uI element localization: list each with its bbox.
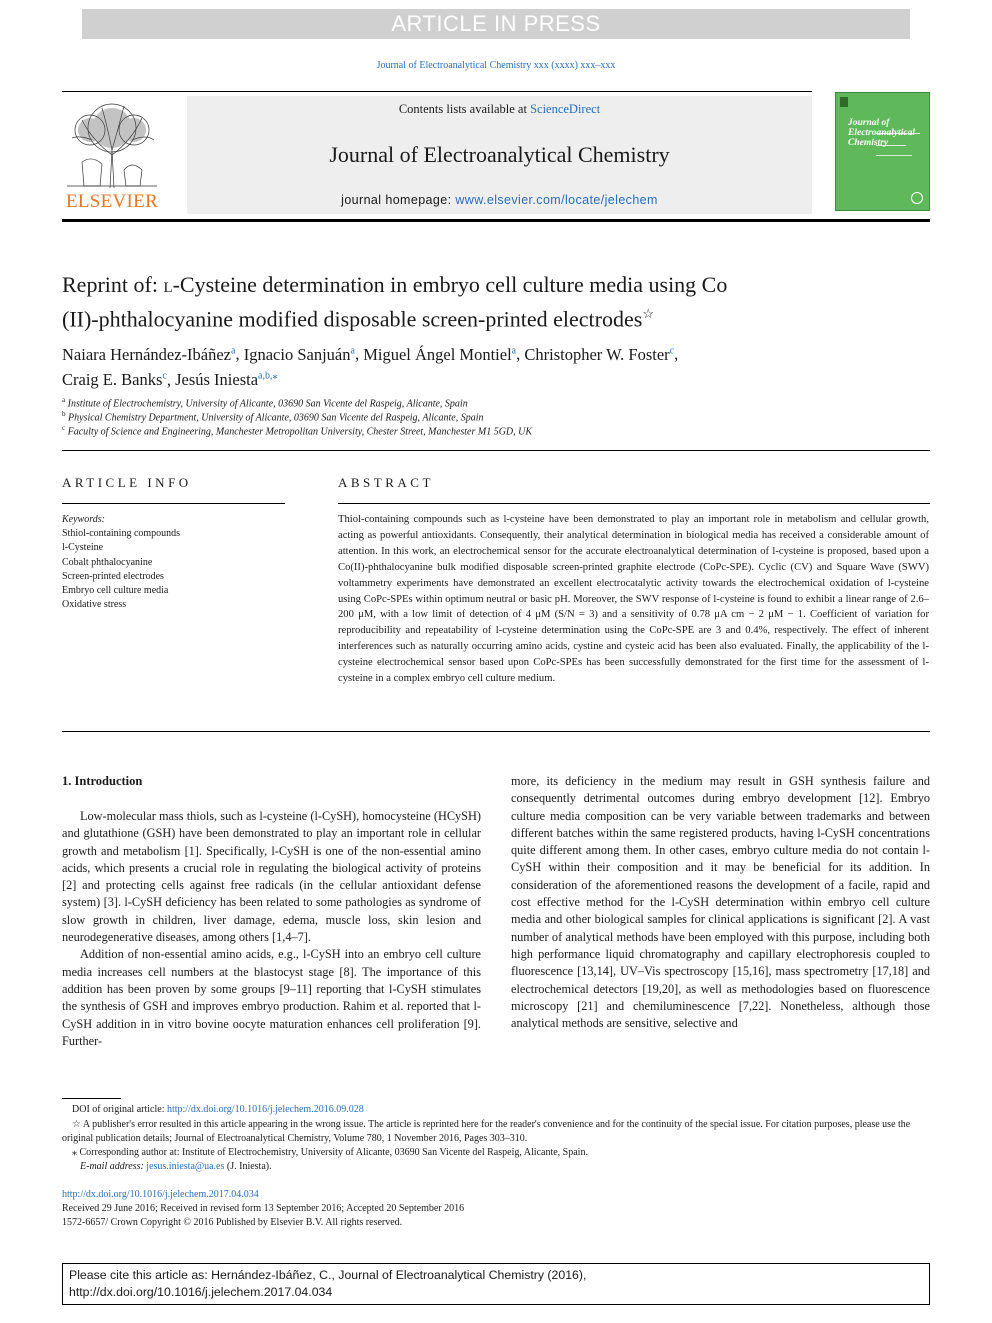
received-dates: Received 29 June 2016; Received in revised form 13 September 2016; Accepted 20 September 2016: [62, 1203, 465, 1214]
author-list: Naiara Hernández-Ibáñez$^a$, Ignacio Sanjuán$^a$, Miguel Ángel Montiel$^a$, Christopher W. Foster$^c$, Craig E. Banks$^c$, Jesús Iniesta$^{a,b,⁎}$: [62, 344, 679, 389]
journal-cover-image: [835, 92, 930, 211]
keyword: Embryo cell culture media: [62, 585, 169, 597]
intro-paragraph: Low-molecular mass thiols, such as l-cysteine (l-CySH), homocysteine (HCySH) and glutathione (GSH) have been demonstrated to play an important role in cellular growth and metabolism [1]. Specifically, l-CySH is one of the non-essential amino acids, which presents a crucial role in regulating the biological activity of proteins [2] and protecting cells against free radicals (in the cellular antioxidant defense system) [3]. l-CySH deficiency has been related to some pathologies as syndrome of slow growth in children, liver damage, edema, muscle loss, skin lesion and neurodegenerative diseases, among others [1,4–7].: [62, 809, 481, 945]
elsevier-wordmark: ELSEVIER: [65, 191, 159, 212]
affiliation: $^b$ Physical Chemistry Department, University of Alicante, 03690 San Vicente del Raspeig, Alicante, Spain: [62, 410, 484, 424]
keyword: Cobalt phthalocyanine: [62, 556, 153, 568]
keywords-block: [62, 513, 292, 612]
keyword: Screen-printed electrodes: [62, 570, 164, 582]
article-in-press-banner: ARTICLE IN PRESS: [82, 9, 910, 39]
email-link[interactable]: jesus.iniesta@ua.es: [146, 1161, 225, 1172]
copyright-line: 1572-6657/ Crown Copyright © 2016 Published by Elsevier B.V. All rights reserved.: [62, 1217, 403, 1228]
contents-line: [187, 102, 812, 117]
intro-left-column: [62, 808, 481, 1050]
elsevier-tree-logo: [62, 100, 162, 190]
abstract-heading: ABSTRACT: [338, 475, 434, 490]
section-heading-introduction: 1. Introduction: [62, 774, 143, 788]
homepage-lead: journal homepage:: [341, 193, 456, 207]
author[interactable]: Miguel Ángel Montiel$^a$: [363, 344, 517, 364]
author[interactable]: Naiara Hernández-Ibáñez$^a$: [62, 344, 236, 364]
author[interactable]: Ignacio Sanjuán$^a$: [243, 344, 355, 364]
author[interactable]: Jesús Iniesta$^{a,b,⁎}$: [175, 370, 278, 389]
article-info-rule: [62, 503, 285, 504]
info-top-rule: [62, 450, 930, 451]
affiliation: $^a$ Institute of Electrochemistry, University of Alicante, 03690 San Vicente del Raspeig, Alicante, Spain: [62, 396, 468, 410]
intro-right-column: [511, 773, 930, 1032]
sciencedirect-link[interactable]: ScienceDirect: [530, 102, 601, 116]
header-bottom-rule: [62, 219, 930, 222]
affiliation: $^c$ Faculty of Science and Engineering, Manchester Metropolitan University, Chester Street, Manchester M1 5GD, UK: [62, 424, 533, 438]
citation-box: [62, 1263, 930, 1305]
journal-homepage: [187, 193, 812, 207]
journal-reference[interactable]: Journal of Electroanalytical Chemistry xxx (xxxx) xxx–xxx: [376, 60, 616, 71]
footnote-corresponding: ⁎ Corresponding author at: Institute of Electrochemistry, University of Alicante, 03690 San Vicente del Raspeig, Alicante, Spain.: [72, 1147, 588, 1158]
citation-line: Please cite this article as: Hernández-Ibáñez, C., Journal of Electroanalytical Chemistry (2016),: [69, 1268, 587, 1282]
journal-cover-title: Journal of Electroanalytical Chemistry: [848, 118, 916, 148]
keyword: Oxidative stress: [62, 599, 127, 611]
footnote-rule: [62, 1098, 121, 1099]
article-doi-link[interactable]: http://dx.doi.org/10.1016/j.jelechem.2017.04.034: [62, 1189, 259, 1200]
intro-paragraph: more, its deficiency in the medium may result in GSH synthesis failure and consequently detrimental outcomes during embryo development [12]. Embryo culture media composition can be very variable between trademarks and between different batches within the same registered products, having l-CySH concentrations quite different among them. In other cases, embryo culture media do not contain l-CySH within their composition and it may be beneficial for its addition. In consideration of the aforementioned reasons the development of a facile, rapid and cost effective method for the l-CySH determination within embryo cell culture media and other biological samples for clinical applications is significant [2]. A vast number of analytical methods have been employed with this purpose, including both high performance liquid chromatography and capillary electrophoresis coupled to fluorescence [13,14], UV–Vis spectroscopy [15,16], mass spectrometry [17,18] and electrochemical detectors [19,20], as well as methodologies based on fluorescence microscopy [21] and chemiluminescence [7,22]. Nonetheless, although those analytical methods are sensitive, selective and: [511, 774, 930, 1031]
footnote-star: ☆ A publisher's error resulted in this article appearing in the wrong issue. The article is reprinted here for the reader's convenience and for the continuity of the special issue. For citation purposes, please use the original publication details; Journal of Electroanalytical Chemistry, Volume 780, 1 November 2016, Pages 303–310.: [62, 1119, 911, 1145]
original-doi-link[interactable]: http://dx.doi.org/10.1016/j.jelechem.2016.09.028: [166, 1104, 364, 1115]
article-info-heading: ARTICLE INFO: [62, 475, 192, 490]
journal-title: Journal of Electroanalytical Chemistry: [329, 142, 670, 167]
article-title: Reprint of: l-Cysteine determination in embryo cell culture media using Co (II)-phthalocyanine modified disposable screen-printed electrodes☆: [62, 272, 728, 332]
homepage-link[interactable]: www.elsevier.com/locate/jelechem: [455, 193, 658, 207]
keyword: l-Cysteine: [62, 542, 104, 554]
intro-paragraph: Addition of non-essential amino acids, e.g., l-CySH into an embryo cell culture media increases cell numbers at the blastocyst stage [8]. The importance of this addition has been proven by some groups [9–11] reporting that l-CySH stimulates the synthesis of GSH and improves embryo production. Rahim et al. reported that l-CySH addition in in vitro bovine oocyte maturation enhances cell proliferation [9]. Further-: [62, 947, 481, 1048]
abstract-rule: [338, 503, 930, 504]
contents-lead: Contents lists available at: [398, 102, 531, 116]
abstract-text: Thiol-containing compounds such as l-cysteine have been demonstrated to play an important role in metabolism and cellular growth, acting as powerful antioxidants. Consequently, their analytical determination in biological media has received a considerable amount of attention. In this work, an electrochemical sensor for the accurate electroanalytical determination of l-cysteine is proposed, based upon a Co(II)-phthalocyanine bulk modified disposable screen-printed graphite electrode (CoPc-SPE). Cyclic (CV) and Square Wave (SWV) voltammetry experiments have demonstrated an excellent electrocatalytic activity towards the electrochemical oxidation of l-cysteine using CoPc-SPEs within optimum neutral or basic pH. Moreover, the SWV response of l-cysteine is found to exhibit a linear range of 2.6–200 μM, with a low limit of detection of 4 μM (S/N = 3) and a sensitivity of 0.78 μA cm − 2 μM − 1. Coefficient of variation for reproducibility and repeatability of l-cysteine determination using the CoPc-SPE are 3 and 0.4%, respectively. The effect of inherent interferences such as naturally occurring amino acids, cystine and cysteic acid has been also evaluated. Finally, the applicability of the l-cysteine electrochemical sensor based upon CoPc-SPEs has been successfully demonstrated for the first time for the assessment of l-cysteine in a complex embryo cell culture medium.: [338, 514, 929, 685]
author[interactable]: Christopher W. Foster$^c$: [524, 344, 675, 364]
header-top-rule: [62, 91, 812, 92]
author[interactable]: Craig E. Banks$^c$: [62, 370, 167, 389]
footnote-doi-original: DOI of original article: http://dx.doi.org/10.1016/j.jelechem.2016.09.028: [72, 1104, 364, 1115]
footnote-email: E-mail address: jesus.iniesta@ua.es (J. Iniesta).: [80, 1161, 272, 1172]
citation-doi[interactable]: http://dx.doi.org/10.1016/j.jelechem.2017.04.034: [69, 1285, 333, 1299]
keywords-label: Keywords:: [62, 514, 105, 525]
keyword: Sthiol-containing compounds: [62, 528, 181, 540]
abstract-bottom-rule: [62, 731, 930, 732]
